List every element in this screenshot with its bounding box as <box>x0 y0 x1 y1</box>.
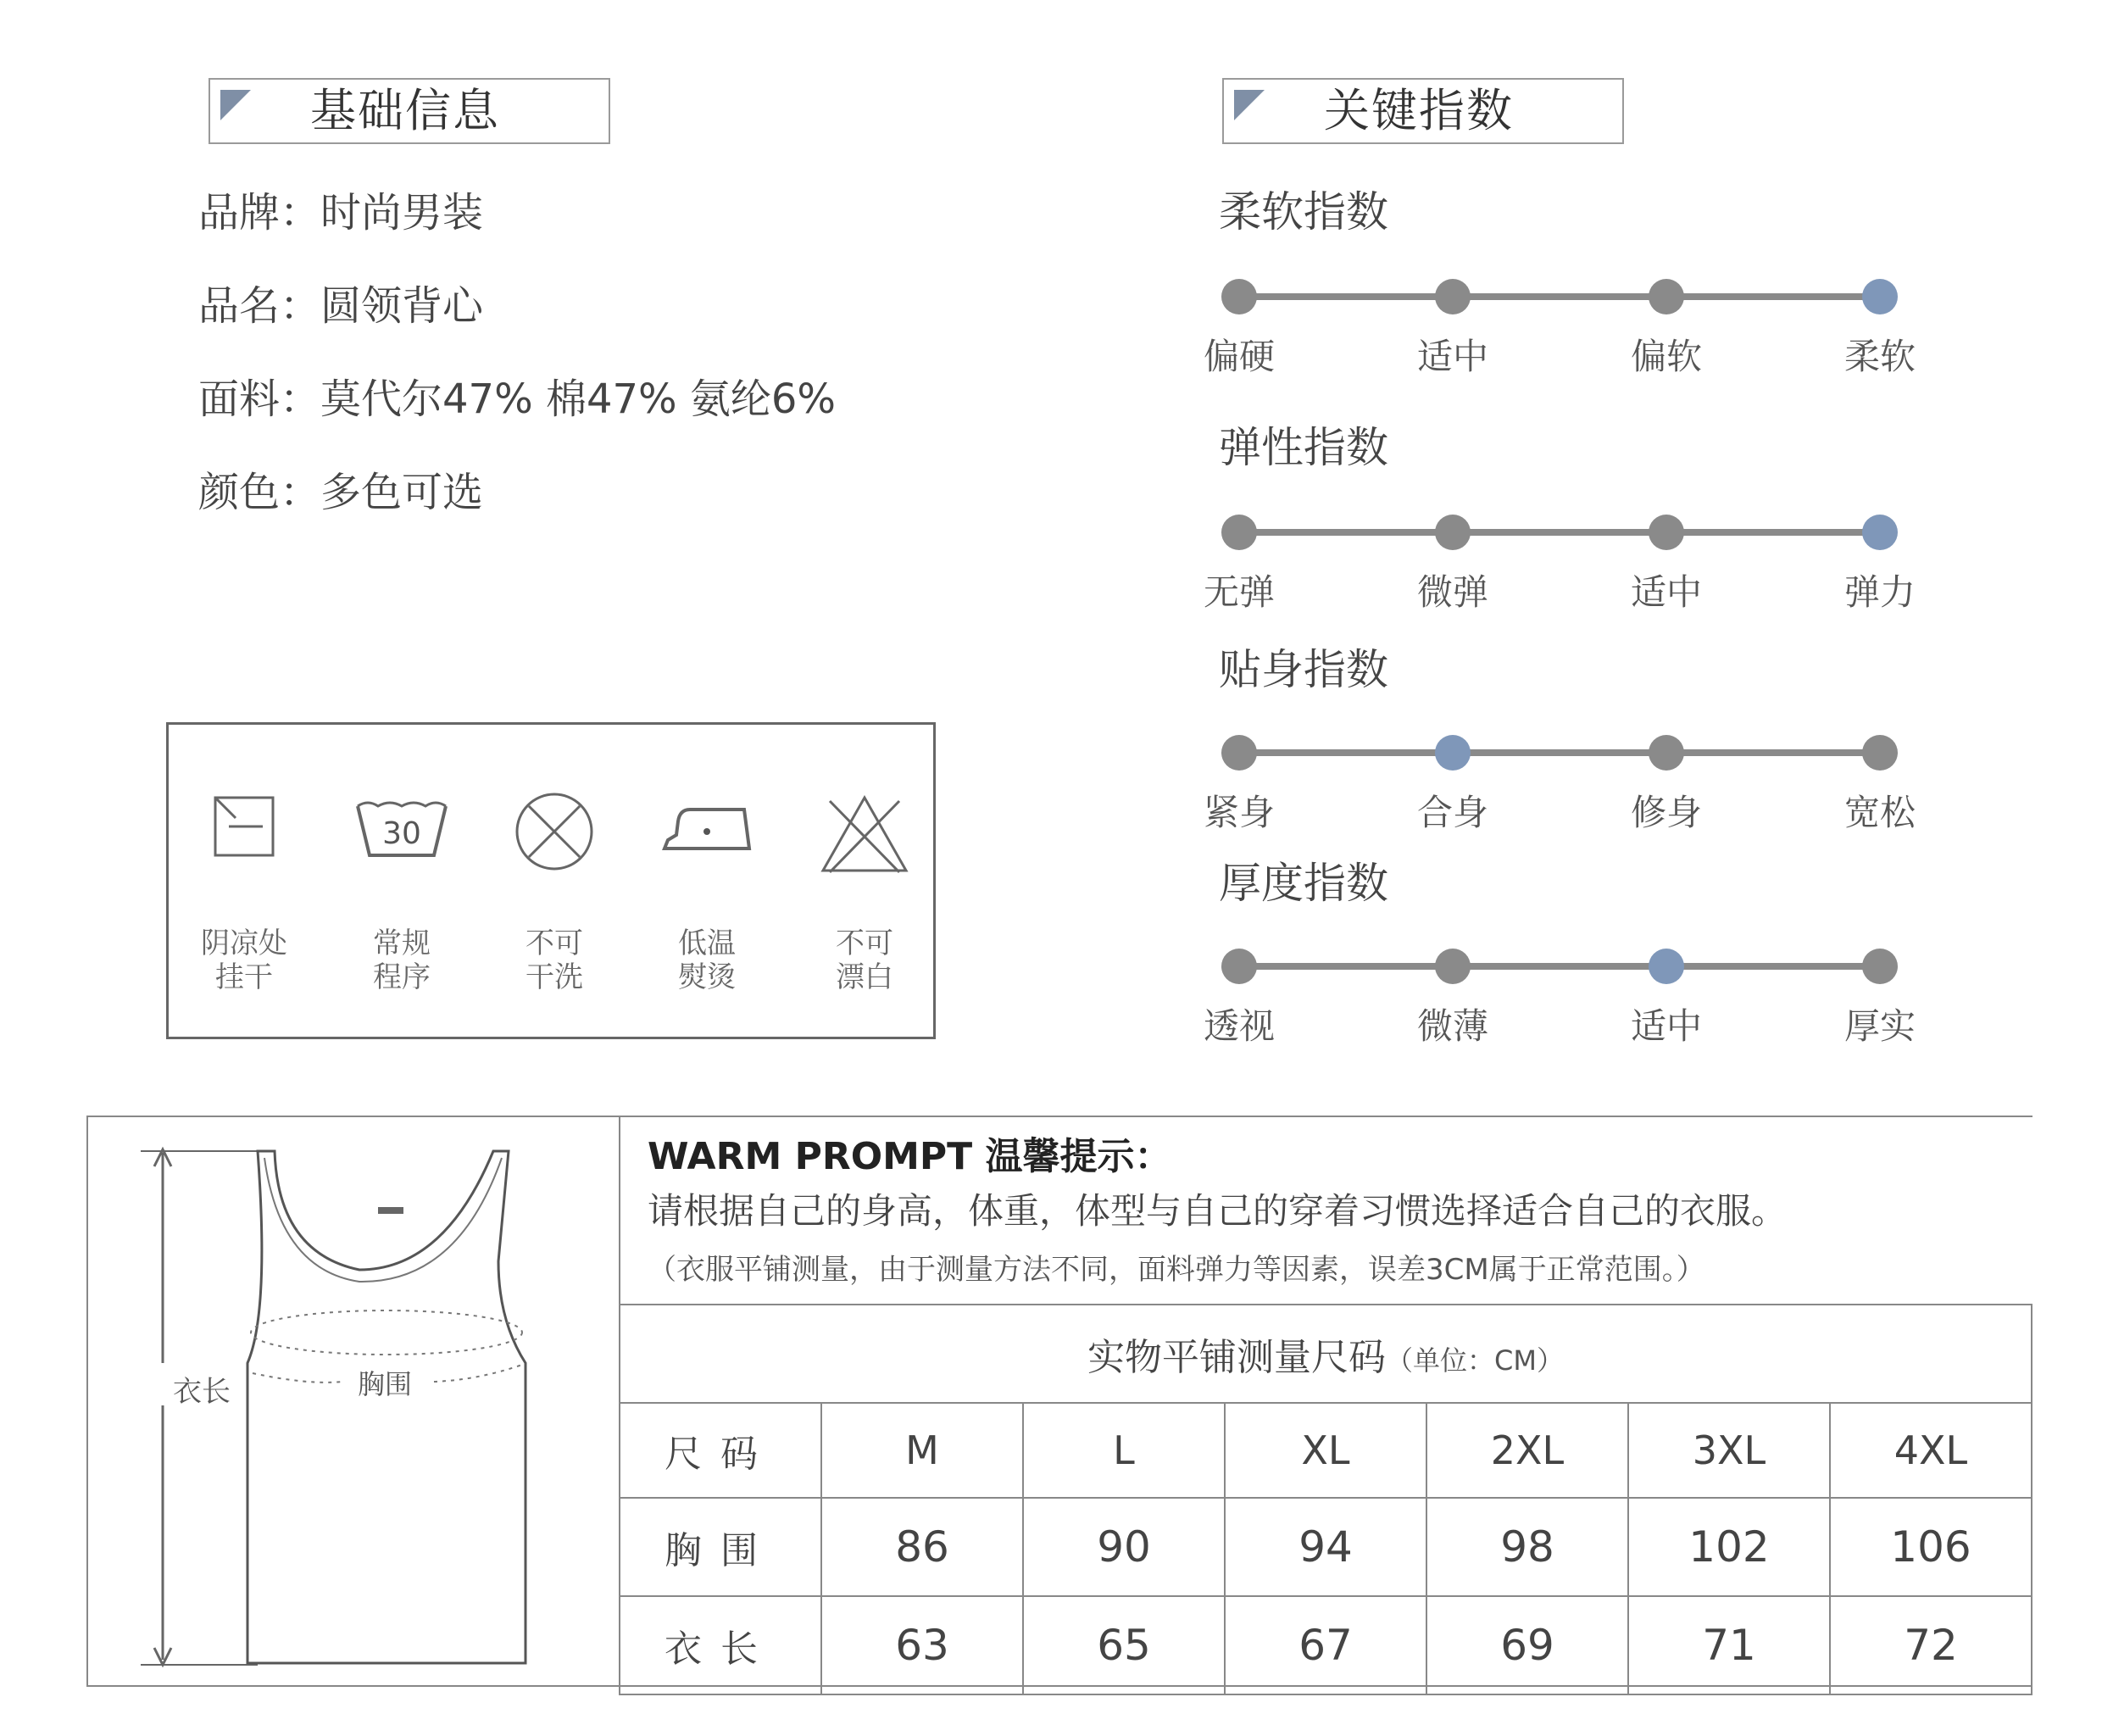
index-dot-selected <box>1435 735 1471 771</box>
table-cell: 69 <box>1426 1596 1628 1694</box>
table-row <box>620 1596 2032 1694</box>
row-label-chest: 胸围 <box>620 1498 821 1596</box>
index-option-label: 偏硬 <box>1203 336 1275 377</box>
warm-prompt-title: WARM PROMPT 温馨提示： <box>648 1135 1172 1178</box>
index-option-label: 适中 <box>1416 336 1488 377</box>
basic-info-title: 基础信息 <box>310 84 500 137</box>
tank-top-outline-icon <box>88 1117 619 1685</box>
index-option-label: 偏软 <box>1630 336 1702 377</box>
care-item-shade-dry <box>181 793 308 994</box>
size-col-2xl: 2XL <box>1426 1403 1628 1498</box>
size-table <box>619 1304 2032 1695</box>
index-title: 贴身指数 <box>1219 645 1388 694</box>
index-dot <box>1435 279 1471 314</box>
info-fabric: 面料：莫代尔47% 棉47% 氨纶6% <box>198 376 837 423</box>
wash-30-icon <box>351 793 453 860</box>
size-table-unit: （单位：CM） <box>1386 1344 1564 1377</box>
chest-label: 胸围 <box>358 1363 412 1402</box>
table-cell: 86 <box>821 1498 1023 1596</box>
table-row <box>620 1498 2032 1596</box>
length-label: 衣长 <box>173 1368 231 1410</box>
index-option-label: 合身 <box>1416 792 1488 833</box>
key-index-header <box>1222 78 1624 144</box>
care-item-no-bleach <box>801 793 928 994</box>
no-dry-clean-icon <box>512 793 597 877</box>
index-dot <box>1649 279 1684 314</box>
table-cell: 72 <box>1830 1596 2032 1694</box>
index-dot-selected <box>1862 515 1898 550</box>
care-label-line2: 干洗 <box>526 960 583 994</box>
care-label-line1: 不可 <box>836 926 893 960</box>
index-option-label: 适中 <box>1630 571 1702 613</box>
care-label-line2: 挂干 <box>215 960 273 994</box>
size-col-4xl: 4XL <box>1830 1403 2032 1498</box>
table-cell: 106 <box>1830 1498 2032 1596</box>
index-dot-selected <box>1649 949 1684 984</box>
info-color: 颜色：多色可选 <box>198 469 484 516</box>
index-option-label: 无弹 <box>1203 571 1275 613</box>
key-index-title: 关键指数 <box>1324 84 1514 137</box>
index-option-label: 柔软 <box>1843 336 1916 377</box>
table-cell: 65 <box>1023 1596 1225 1694</box>
low-iron-icon <box>656 793 758 860</box>
basic-info-header <box>209 78 610 144</box>
index-dot <box>1862 949 1898 984</box>
index-option-label: 微薄 <box>1416 1005 1488 1047</box>
index-option-label: 紧身 <box>1203 792 1275 833</box>
care-label-line1: 不可 <box>526 926 583 960</box>
index-track <box>1239 963 1880 970</box>
size-col-3xl: 3XL <box>1628 1403 1830 1498</box>
care-item-no-dry-clean <box>491 793 618 994</box>
size-col-l: L <box>1023 1403 1225 1498</box>
shade-dry-icon <box>210 793 278 860</box>
index-title: 厚度指数 <box>1219 859 1388 908</box>
care-instructions-box <box>166 722 936 1039</box>
index-dot-selected <box>1862 279 1898 314</box>
care-label-line2: 漂白 <box>836 960 893 994</box>
info-product-name: 品名：圆领背心 <box>198 282 484 330</box>
size-header-row <box>620 1403 2032 1498</box>
index-title: 弹性指数 <box>1219 423 1388 472</box>
size-col-xl: XL <box>1225 1403 1426 1498</box>
index-track <box>1239 529 1880 536</box>
index-dot <box>1221 949 1257 984</box>
warm-prompt-line1: 请根据自己的身高，体重，体型与自己的穿着习惯选择适合自己的衣服。 <box>648 1190 1788 1232</box>
info-brand: 品牌：时尚男装 <box>198 189 484 236</box>
index-option-label: 厚实 <box>1843 1005 1916 1047</box>
index-dot <box>1221 515 1257 550</box>
wash-temp-text: 30 <box>382 816 421 851</box>
index-track <box>1239 293 1880 300</box>
index-track <box>1239 749 1880 756</box>
care-label-line1: 阴凉处 <box>201 926 287 960</box>
index-dot <box>1221 279 1257 314</box>
care-label-line2: 程序 <box>373 960 431 994</box>
index-title: 柔软指数 <box>1219 187 1388 236</box>
table-cell: 71 <box>1628 1596 1830 1694</box>
index-dot <box>1221 735 1257 771</box>
care-item-wash-30 <box>338 793 465 994</box>
header-triangle-icon <box>1234 90 1265 120</box>
index-dot <box>1435 515 1471 550</box>
header-triangle-icon <box>220 90 251 120</box>
warm-prompt-line2: （衣服平铺测量，由于测量方法不同，面料弹力等因素，误差3CM属于正常范围。） <box>648 1253 1705 1287</box>
size-table-title: 实物平铺测量尺码 <box>1087 1336 1387 1379</box>
row-label-length: 衣长 <box>620 1596 821 1694</box>
tank-top-diagram <box>86 1116 620 1687</box>
care-label-line2: 熨烫 <box>678 960 736 994</box>
index-dot <box>1649 515 1684 550</box>
index-dot <box>1435 949 1471 984</box>
table-cell: 90 <box>1023 1498 1225 1596</box>
index-option-label: 修身 <box>1630 792 1702 833</box>
care-item-low-iron <box>643 793 770 994</box>
table-cell: 94 <box>1225 1498 1426 1596</box>
table-cell: 98 <box>1426 1498 1628 1596</box>
index-dot <box>1649 735 1684 771</box>
index-option-label: 透视 <box>1203 1005 1275 1047</box>
size-col-m: M <box>821 1403 1023 1498</box>
index-option-label: 微弹 <box>1416 571 1488 613</box>
size-table-caption <box>620 1305 2032 1403</box>
index-dot <box>1862 735 1898 771</box>
care-label-line1: 低温 <box>678 926 736 960</box>
no-bleach-icon <box>818 793 911 877</box>
index-option-label: 宽松 <box>1843 792 1916 833</box>
table-cell: 63 <box>821 1596 1023 1694</box>
table-cell: 67 <box>1225 1596 1426 1694</box>
care-label-line1: 常规 <box>373 926 431 960</box>
size-header-label: 尺码 <box>620 1403 821 1498</box>
index-option-label: 适中 <box>1630 1005 1702 1047</box>
index-option-label: 弹力 <box>1843 571 1916 613</box>
table-cell: 102 <box>1628 1498 1830 1596</box>
